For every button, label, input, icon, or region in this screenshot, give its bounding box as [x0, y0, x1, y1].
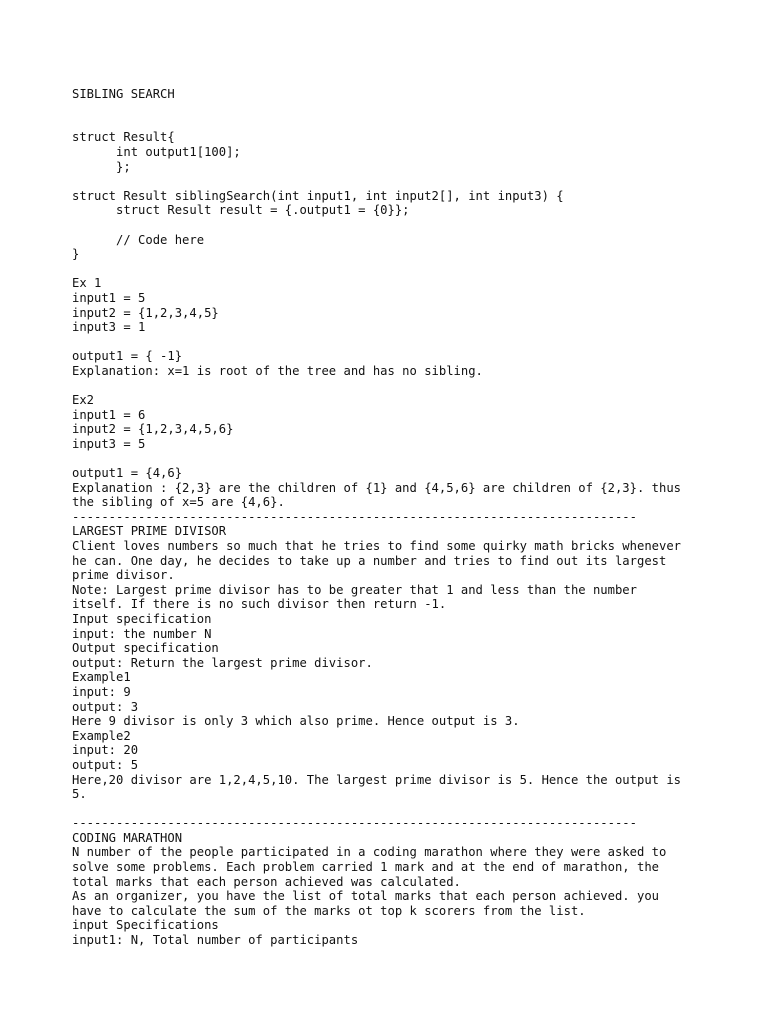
text-line: input1 = 6 — [72, 407, 146, 422]
text-line: Example1 — [72, 670, 131, 685]
text-line: int output1[100]; — [72, 144, 241, 159]
blank-line — [72, 451, 712, 466]
text-line: Input specification — [72, 611, 212, 626]
text-line: ----------------------------------------------------------------------------- — [72, 509, 637, 524]
document-page — [72, 72, 712, 948]
text-line: itself. If there is no such divisor then return -1. — [72, 597, 447, 612]
text-line: // Code here — [72, 232, 205, 247]
text-line: input1 = 5 — [72, 290, 146, 305]
text-line: SIBLING SEARCH — [72, 86, 175, 101]
text-line: Output specification — [72, 641, 219, 656]
text-line: ----------------------------------------------------------------------------- — [72, 816, 637, 831]
text-line: input3 = 5 — [72, 436, 146, 451]
text-line: total marks that each person achieved was calculated. — [72, 874, 461, 889]
text-line: }; — [72, 159, 131, 174]
blank-line — [72, 218, 712, 233]
text-line: CODING MARATHON — [72, 830, 183, 845]
text-line: struct Result{ — [72, 130, 175, 145]
text-line: output1 = {4,6} — [72, 466, 183, 481]
text-line: input2 = {1,2,3,4,5} — [72, 305, 219, 320]
blank-line — [72, 378, 712, 393]
blank-line — [72, 174, 712, 189]
text-line: output: Return the largest prime divisor. — [72, 655, 373, 670]
text-line: Explanation : {2,3} are the children of {1} and {4,5,6} are children of {2,3}. thus — [72, 480, 682, 495]
text-line: Note: Largest prime divisor has to be greater that 1 and less than the number — [72, 582, 637, 597]
text-line: } — [72, 247, 80, 262]
text-line: Explanation: x=1 is root of the tree and has no sibling. — [72, 363, 483, 378]
text-line: Ex 1 — [72, 276, 102, 291]
text-line: output1 = { -1} — [72, 349, 183, 364]
text-line: input2 = {1,2,3,4,5,6} — [72, 422, 234, 437]
text-line: As an organizer, you have the list of total marks that each person achieved. you — [72, 889, 659, 904]
text-line: prime divisor. — [72, 568, 175, 583]
text-line: N number of the people participated in a coding marathon where they were asked to — [72, 845, 667, 860]
text-line: solve some problems. Each problem carried 1 mark and at the end of marathon, the — [72, 860, 659, 875]
text-line: Here,20 divisor are 1,2,4,5,10. The largest prime divisor is 5. Hence the output is — [72, 772, 682, 787]
text-line: output: 3 — [72, 699, 139, 714]
text-line: the sibling of x=5 are {4,6}. — [72, 495, 285, 510]
text-line: struct Result result = {.output1 = {0}}; — [72, 203, 410, 218]
text-line: 5. — [72, 787, 87, 802]
text-line: Ex2 — [72, 393, 95, 408]
blank-line — [72, 72, 712, 87]
blank-line — [72, 101, 712, 116]
text-line: input: 9 — [72, 684, 131, 699]
text-line: output: 5 — [72, 757, 139, 772]
blank-line — [72, 802, 712, 817]
text-line: Client loves numbers so much that he tries to find some quirky math bricks whenever — [72, 539, 682, 553]
blank-line — [72, 335, 712, 350]
text-line: input Specifications — [72, 918, 219, 933]
text-line: LARGEST PRIME DIVISOR — [72, 524, 227, 539]
text-line: Here 9 divisor is only 3 which also prime. Hence output is 3. — [72, 714, 520, 729]
text-line: he can. One day, he decides to take up a number and tries to find out its largest — [72, 553, 667, 568]
text-line: input: the number N — [72, 626, 212, 641]
text-line: input3 = 1 — [72, 320, 146, 335]
text-line: struct Result siblingSearch(int input1, int input2[], int input3) { — [72, 188, 564, 203]
blank-line — [72, 116, 712, 131]
text-line: Example2 — [72, 728, 131, 743]
blank-line — [72, 262, 712, 277]
text-line: have to calculate the sum of the marks ot top k scorers from the list. — [72, 903, 586, 918]
text-line: input: 20 — [72, 743, 139, 758]
text-line: input1: N, Total number of participants — [72, 933, 359, 948]
